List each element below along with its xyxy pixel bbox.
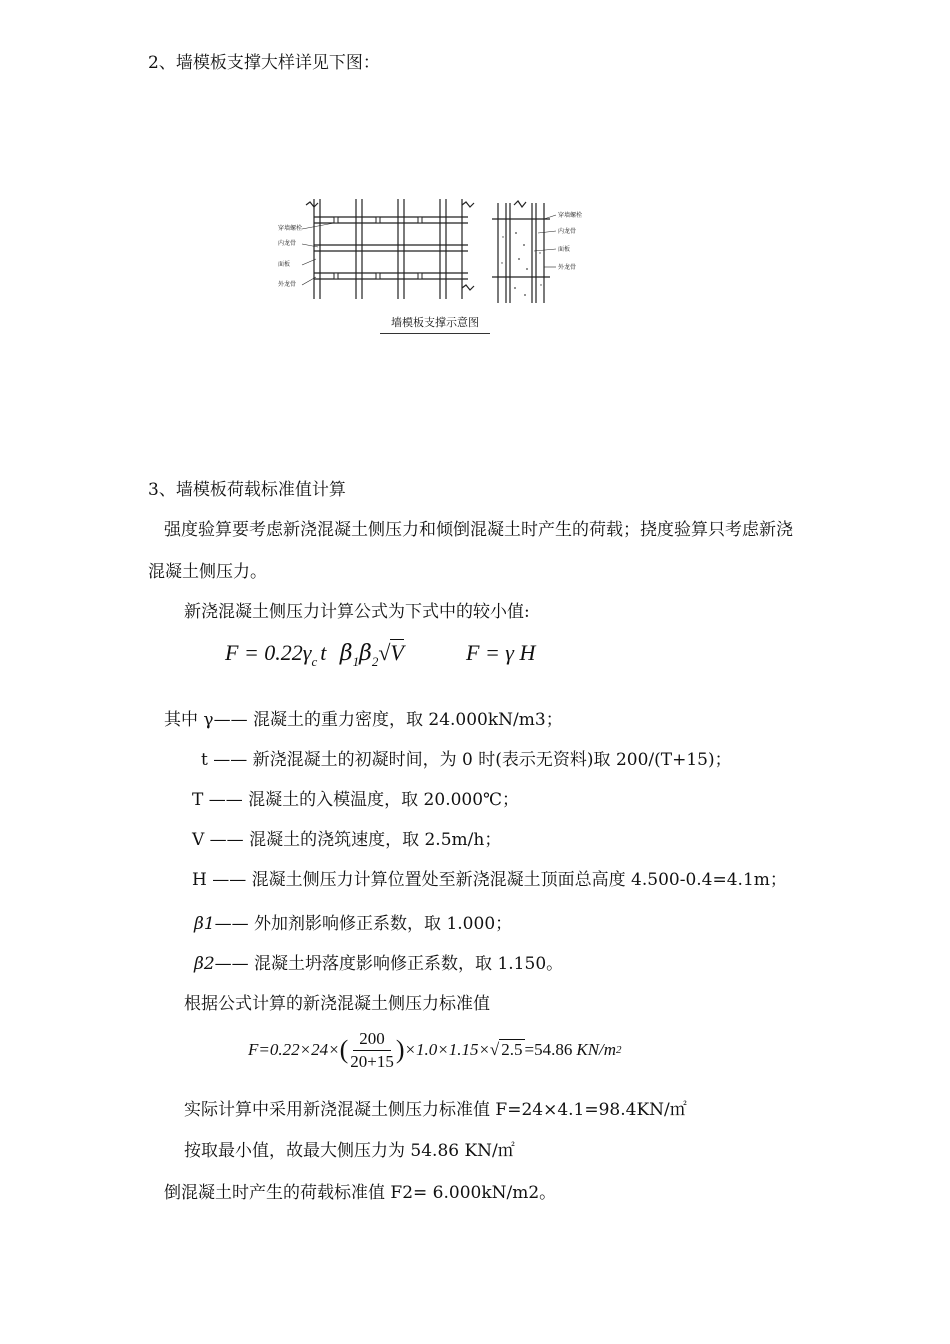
formula-lateral-pressure-1	[225, 638, 404, 677]
formwork-diagram	[276, 193, 596, 313]
fig-label-left-3: 面板	[278, 261, 291, 268]
fig-label-right-2: 内龙骨	[558, 228, 577, 235]
formula1-sqrt-arg: V	[390, 640, 404, 665]
fig-label-right-1: 穿墙螺栓	[558, 212, 583, 219]
def-t-sym: t ——	[201, 750, 248, 770]
def-beta2	[194, 952, 563, 976]
calc-unit: KN/m	[576, 1040, 617, 1059]
para6: 倒混凝土时产生的荷载标准值 F2= 6.000kN/m2。	[164, 1183, 557, 1203]
calc-fraction	[350, 1028, 394, 1073]
def-T	[192, 788, 519, 812]
def-beta1-sym: β1——	[194, 914, 249, 934]
pressure-calculation	[248, 1026, 622, 1074]
para1-line1: 强度验算要考虑新浇混凝土侧压力和倾倒混凝土时产生的荷载；挠度验算只考虑新浇	[164, 520, 793, 540]
caption-underline	[380, 333, 490, 334]
def-V	[192, 828, 501, 852]
formula1-t: t	[320, 640, 327, 665]
def-V-text: 混凝土的浇筑速度，取 2.5m/h；	[243, 830, 502, 850]
calc-rparen: )	[395, 1035, 405, 1064]
formula1-beta2-sub: 2	[371, 654, 379, 669]
calc-sqrt-arg: 2.5	[501, 1040, 523, 1059]
def-T-text: 混凝土的入模温度，取 20.000℃；	[242, 790, 520, 810]
section3-heading: 3、墙模板荷载标准值计算	[148, 480, 346, 500]
def-T-sym: T ——	[192, 790, 243, 810]
def-beta1-text: 外加剂影响修正系数，取 1.000；	[248, 914, 513, 934]
def-beta2-text: 混凝土坍落度影响修正系数，取 1.150。	[248, 954, 564, 974]
def-gamma-text: 混凝土的重力密度，取 24.000kN/m3；	[247, 710, 563, 730]
section2-heading: 2、墙模板支撑大样详见下图：	[148, 53, 380, 73]
calc-sqrt-sign: √	[489, 1040, 500, 1059]
formula1-beta1: β	[339, 641, 353, 666]
formula1-sqrt-sign: √	[378, 640, 391, 665]
calc-lparen: (	[339, 1035, 349, 1064]
formula1-beta1-sub: 1	[352, 654, 360, 669]
calc-prefix: F=0.22×24×	[248, 1040, 340, 1059]
fig-label-right-3: 面板	[558, 246, 571, 253]
def-t-text: 新浇混凝土的初凝时间，为 0 时(表示无资料)取 200/(T+15)；	[247, 750, 732, 770]
def-H	[192, 868, 787, 892]
figure-caption: 墙模板支撑示意图	[391, 316, 479, 329]
para1-line2: 混凝土侧压力。	[148, 562, 267, 582]
formula1-gamma-sub: c	[311, 654, 318, 669]
def-gamma	[164, 708, 563, 732]
calc-denominator: 20+15	[350, 1051, 394, 1071]
formula1-beta2: β	[359, 641, 372, 666]
def-beta1	[194, 912, 512, 936]
def-H-text: 混凝土侧压力计算位置处至新浇混凝土顶面总高度 4.500-0.4=4.1m；	[246, 870, 787, 890]
calc-mid: ×1.0×1.15×	[404, 1040, 490, 1059]
wall-formwork-support-figure	[276, 193, 596, 317]
def-gamma-sym: 其中 γ——	[164, 710, 248, 730]
def-beta2-sym: β2——	[194, 954, 249, 974]
fig-label-right-4: 外龙骨	[558, 264, 577, 271]
calc-unit-sup: 2	[616, 1044, 622, 1056]
formula-lateral-pressure-2: F = γ H	[466, 640, 536, 665]
formula1-gamma: γ	[302, 640, 312, 665]
para3: 根据公式计算的新浇混凝土侧压力标准值	[184, 994, 490, 1014]
calc-result: =54.86	[524, 1040, 573, 1059]
formula1-lhs: F = 0.22	[225, 640, 303, 665]
fig-label-left-4: 外龙骨	[278, 281, 297, 288]
para2: 新浇混凝土侧压力计算公式为下式中的较小值:	[184, 602, 530, 622]
calc-sqrt	[490, 1040, 525, 1060]
fig-label-left-1: 穿墙螺栓	[278, 225, 303, 232]
def-t	[201, 748, 732, 772]
para4: 实际计算中采用新浇混凝土侧压力标准值 F=24×4.1=98.4KN/㎡	[184, 1100, 687, 1120]
def-V-sym: V ——	[192, 830, 244, 850]
def-H-sym: H ——	[192, 870, 247, 890]
fig-label-left-2: 内龙骨	[278, 240, 297, 247]
para5: 按取最小值，故最大侧压力为 54.86 KN/㎡	[184, 1141, 515, 1161]
calc-numerator: 200	[353, 1028, 391, 1051]
